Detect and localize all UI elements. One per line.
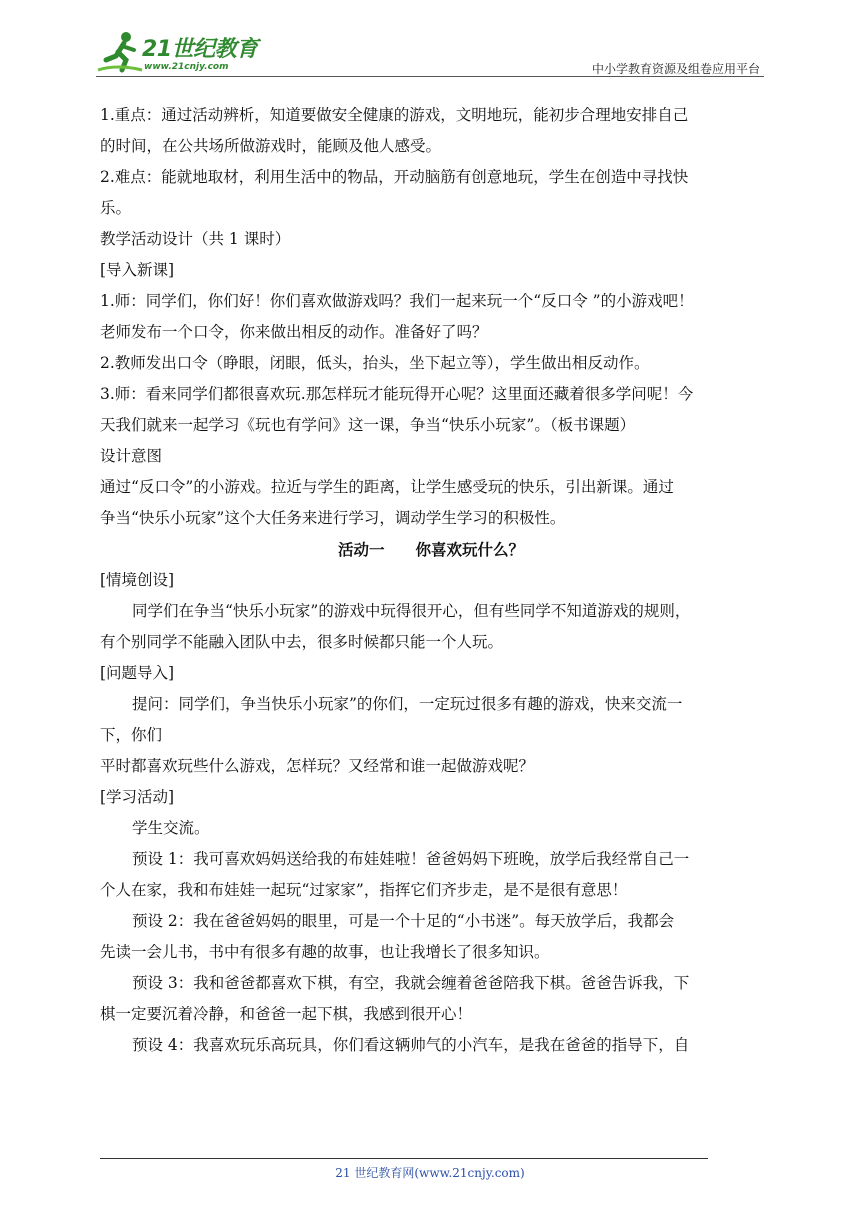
header-divider xyxy=(96,76,764,77)
paragraph-line: 预设 4：我喜欢玩乐高玩具，你们看这辆帅气的小汽车，是我在爸爸的指导下，自 xyxy=(132,1036,690,1054)
paragraph-line: 3.师：看来同学们都很喜欢玩.那怎样玩才能玩得开心呢？这里面还藏着很多学问呢！今 xyxy=(100,385,694,403)
logo-text: 21世纪教育 xyxy=(142,37,258,62)
paragraph-line: 2.难点：能就地取材，利用生活中的物品，开动脑筋有创意地玩，学生在创造中寻找快 xyxy=(100,168,689,186)
paragraph-line: [情境创设] xyxy=(100,571,175,589)
paragraph-line: 预设 3：我和爸爸都喜欢下棋，有空，我就会缠着爸爸陪我下棋。爸爸告诉我，下 xyxy=(132,974,690,992)
paragraph-line: 先读一会儿书，书中有很多有趣的故事，也让我增长了很多知识。 xyxy=(100,943,550,961)
paragraph-line: [学习活动] xyxy=(100,788,175,806)
paragraph-line: 通过“反口令”的小游戏。拉近与学生的距离，让学生感受玩的快乐，引出新课。通过 xyxy=(100,478,674,496)
section-heading: 活动一 你喜欢玩什么？ xyxy=(337,540,524,559)
paragraph-line: 平时都喜欢玩些什么游戏，怎样玩？又经常和谁一起做游戏呢？ xyxy=(100,757,535,775)
paragraph-line: 下，你们 xyxy=(100,726,163,744)
paragraph-line: [问题导入] xyxy=(100,664,175,682)
paragraph-line: 1.重点：通过活动辨析，知道要做安全健康的游戏，文明地玩，能初步合理地安排自己 xyxy=(100,106,689,124)
paragraph-line: 的时间，在公共场所做游戏时，能顾及他人感受。 xyxy=(100,137,442,155)
logo-url: www.21cnjy.com xyxy=(144,62,229,72)
paragraph-line: 个人在家，我和布娃娃一起玩“过家家”，指挥它们齐步走，是不是很有意思！ xyxy=(100,881,628,899)
page-header xyxy=(96,28,764,78)
platform-title: 中小学教育资源及组卷应用平台 xyxy=(591,62,760,76)
paragraph-line: 老师发布一个口令，你来做出相反的动作。准备好了吗？ xyxy=(100,323,488,341)
paragraph-line: 预设 1：我可喜欢妈妈送给我的布娃娃啦！爸爸妈妈下班晚，放学后我经常自己一 xyxy=(132,850,690,868)
paragraph-line: 争当“快乐小玩家”这个大任务来进行学习，调动学生学习的积极性。 xyxy=(100,509,566,527)
paragraph-line: 同学们在争当“快乐小玩家”的游戏中玩得很开心，但有些同学不知道游戏的规则， xyxy=(132,602,691,620)
paragraph-line: 1.师：同学们，你们好！你们喜欢做游戏吗？我们一起来玩一个“反口令 ”的小游戏吧！ xyxy=(100,292,694,310)
site-logo xyxy=(96,28,266,78)
paragraph-line: 提问：同学们，争当快乐小玩家”的你们，一定玩过很多有趣的游戏，快来交流一 xyxy=(132,695,683,713)
paragraph-line: 天我们就来一起学习《玩也有学问》这一课，争当“快乐小玩家”。（板书课题） xyxy=(100,416,636,434)
paragraph-line: 棋一定要沉着冷静，和爸爸一起下棋，我感到很开心！ xyxy=(100,1005,473,1023)
paragraph-line: 教学活动设计（共 1 课时） xyxy=(100,230,291,248)
paragraph-line: 2.教师发出口令（睁眼，闭眼，低头，抬头，坐下起立等），学生做出相反动作。 xyxy=(100,354,650,372)
paragraph-line: [导入新课] xyxy=(100,261,175,279)
paragraph-line: 有个别同学不能融入团队中去，很多时候都只能一个人玩。 xyxy=(100,633,504,651)
paragraph-line: 设计意图 xyxy=(100,447,163,465)
paragraph-line: 乐。 xyxy=(100,199,132,217)
runner-logo-icon xyxy=(96,30,144,74)
document-body xyxy=(100,100,762,1061)
footer-divider xyxy=(100,1158,708,1159)
page-footer: 21 世纪教育网(www.21cnjy.com) xyxy=(335,1166,525,1180)
paragraph-line: 预设 2：我在爸爸妈妈的眼里，可是一个十足的“小书迷”。每天放学后，我都会 xyxy=(132,912,675,930)
paragraph-line: 学生交流。 xyxy=(132,819,210,837)
